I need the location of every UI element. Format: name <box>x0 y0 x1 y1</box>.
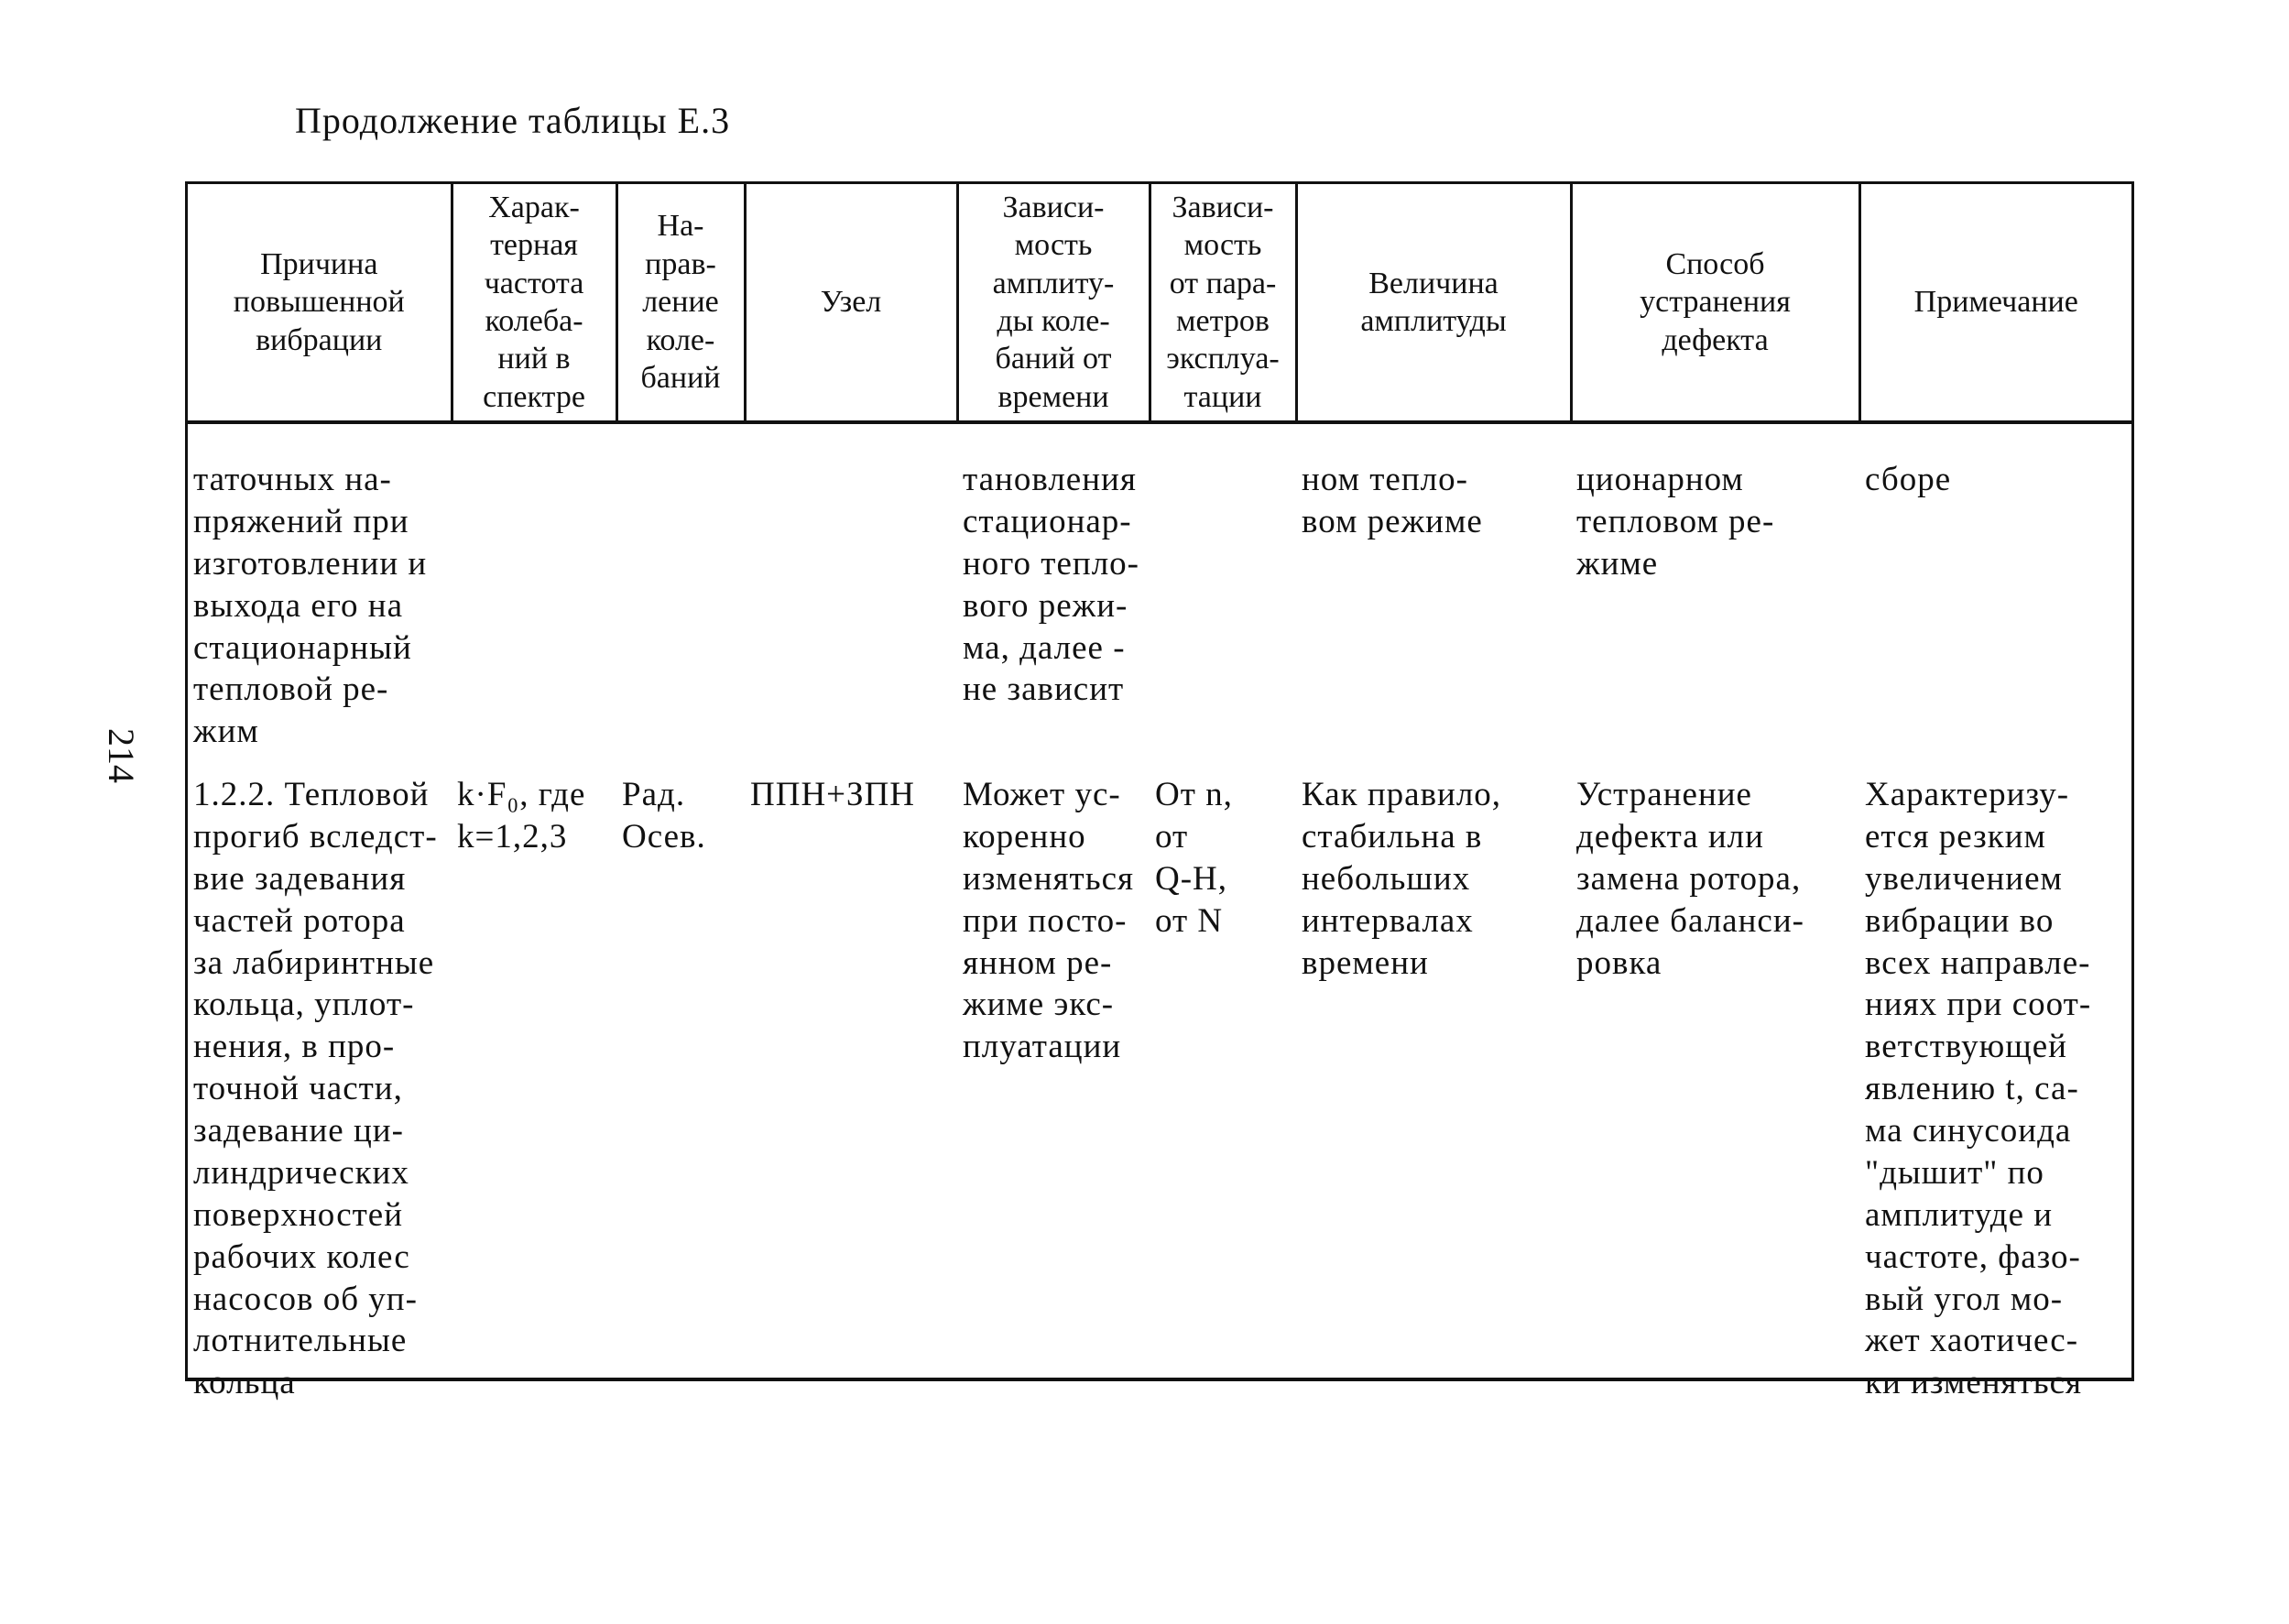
vibration-table <box>185 181 2134 1402</box>
header-note: Примечание <box>1859 184 2131 422</box>
table-row <box>188 768 2131 1411</box>
cell-time-dependence: тановления стационар- ного тепло- вого режи- ма, далее - не зависит <box>963 461 1139 709</box>
header-direction: На- прав- ление коле- баний <box>616 184 745 422</box>
cell-direction: Рад. Осев. <box>622 776 706 856</box>
table <box>188 184 2131 1411</box>
cell-unit <box>745 422 957 768</box>
cell-unit: ППН+ЗПН <box>750 776 916 813</box>
cell-operation-dependence <box>1150 422 1296 768</box>
page-number: 214 <box>101 728 142 783</box>
header-amplitude: Величина амплитуды <box>1296 184 1571 422</box>
cell-frequency: k·F₀, где k=1,2,3 <box>457 776 586 856</box>
cell-amplitude: ном тепло- вом режиме <box>1302 461 1483 540</box>
cell-operation-dependence: От n, от Q-H, от N <box>1155 776 1233 940</box>
table-row <box>188 422 2131 768</box>
header-remedy: Способ устранения дефекта <box>1571 184 1859 422</box>
header-frequency: Харак- терная частота колеба- ний в спектре <box>452 184 616 422</box>
header-cause: Причина повышенной вибрации <box>188 184 452 422</box>
header-operation-dependence: Зависи- мость от пара- метров эксплуа- тации <box>1150 184 1296 422</box>
header-unit: Узел <box>745 184 957 422</box>
cell-cause: таточных на- пряжений при изготовлении и выхода его на стационарный тепловой ре- жим <box>193 461 428 751</box>
cell-frequency <box>452 422 616 768</box>
cell-remedy: ционарном тепловом ре- жиме <box>1576 461 1775 583</box>
header-time-dependence: Зависи- мость амплиту- ды коле- баний от времени <box>957 184 1150 422</box>
cell-amplitude: Как правило, стабильна в небольших интервалах времени <box>1302 776 1502 982</box>
table-caption: Продолжение таблицы Е.3 <box>295 100 731 141</box>
header-row <box>188 184 2131 422</box>
cell-cause: 1.2.2. Тепловой прогиб вследст- вие задевания частей ротора за лабиринтные кольца, уплот- нения, в про- точной части, задевание ци- линдрических поверхностей рабочих колес насосов об уп- лотнительные кольца <box>193 776 438 1402</box>
cell-direction <box>616 422 745 768</box>
cell-time-dependence: Может ус- коренно изменяться при посто- янном ре- жиме экс- плуатации <box>963 776 1135 1066</box>
cell-note: сборе <box>1865 461 1952 498</box>
cell-remedy: Устранение дефекта или замена ротора, далее баланси- ровка <box>1576 776 1804 982</box>
cell-note: Характеризу- ется резким увеличением вибрации во всех направле- ниях при соот- ветствующей явлению t, са- ма синусоида "дышит" по амплитуде и частоте, фазо- вый угол мо- жет хаотичес- ки изменяться <box>1865 776 2092 1402</box>
